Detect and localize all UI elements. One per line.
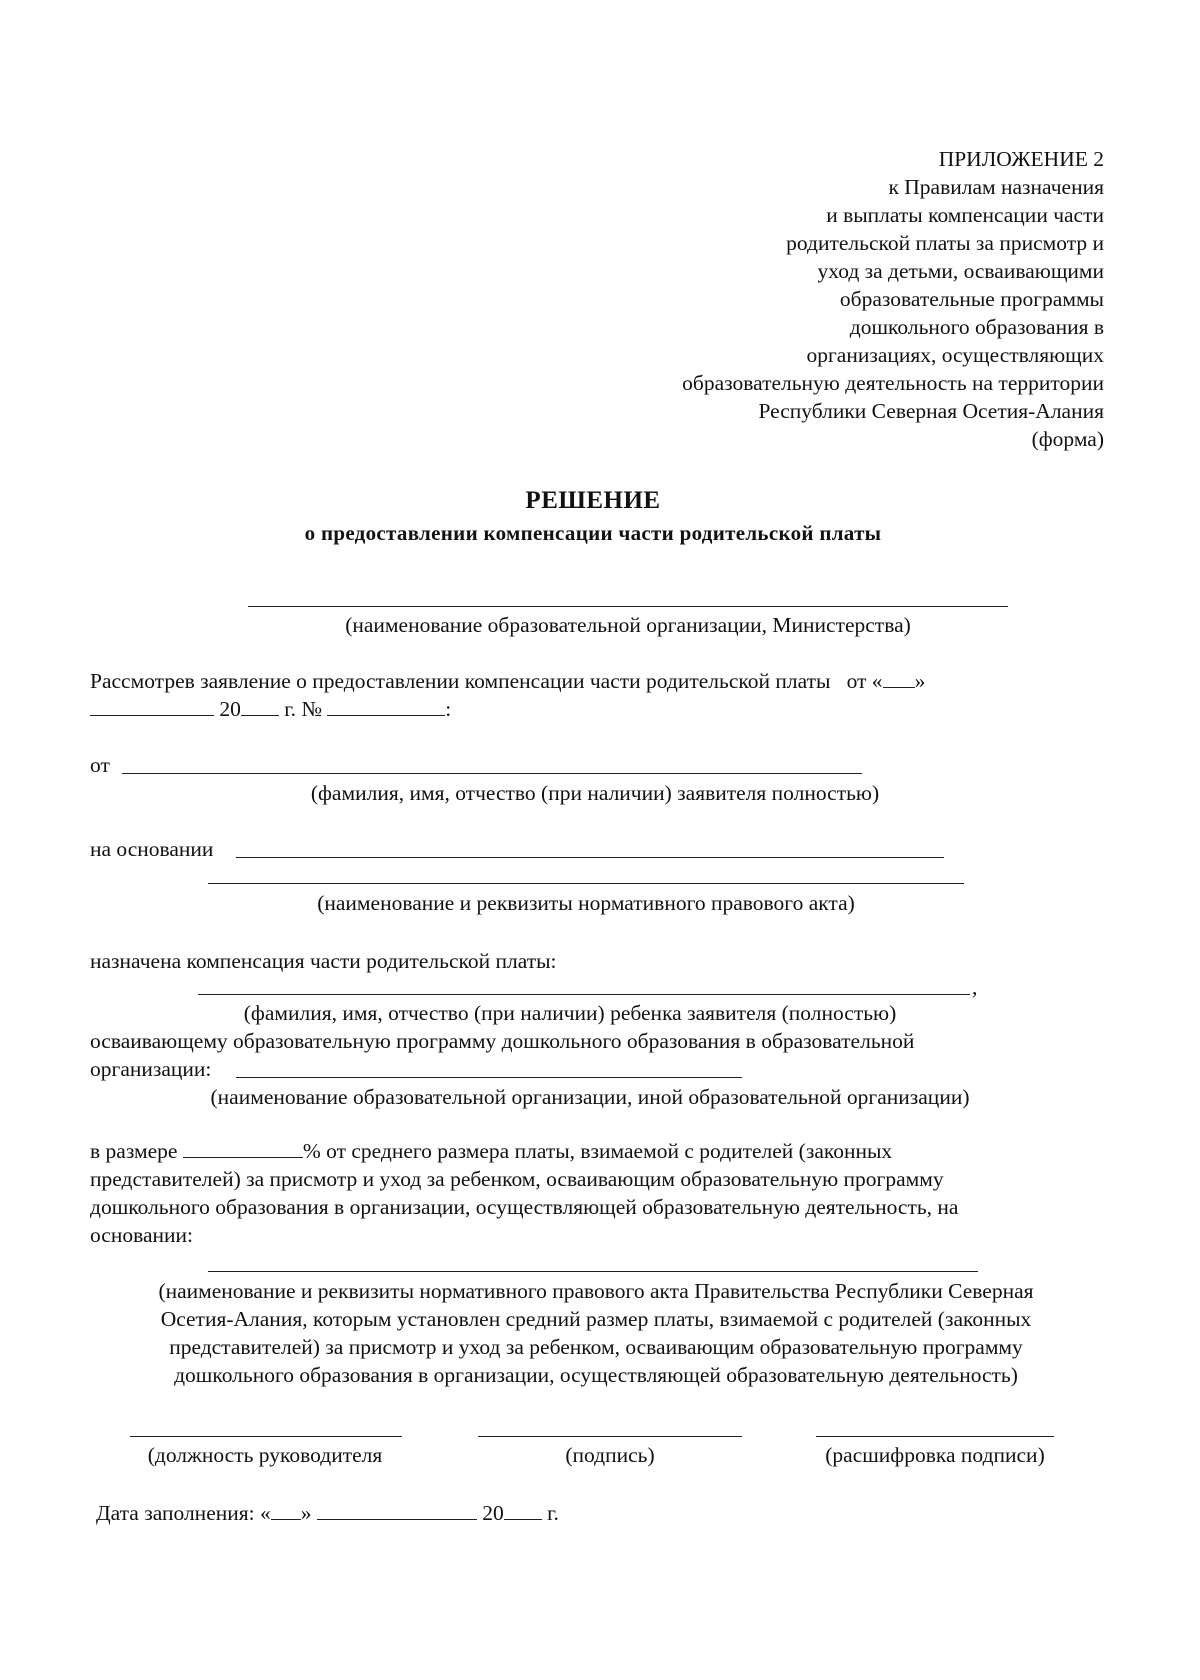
act-caption-line: представителей) за присмотр и уход за ребенком, осваивающим образовательную программу xyxy=(169,1335,1023,1359)
appendix-line: Республики Северная Осетия-Алания xyxy=(758,399,1104,423)
considered-line xyxy=(90,668,925,694)
fill-day-field[interactable] xyxy=(271,1501,301,1520)
position-caption: (должность руководителя xyxy=(147,1443,383,1467)
basis-caption: (наименование и реквизиты нормативного правового акта) xyxy=(317,891,855,915)
education-org-field[interactable] xyxy=(236,1077,742,1078)
child-name-field[interactable] xyxy=(198,994,970,995)
signature-field[interactable] xyxy=(478,1436,742,1437)
from-close: » xyxy=(914,669,926,693)
act-caption-line: Осетия-Алания, которым установлен средний размер платы, взимаемой с родителей (законных xyxy=(160,1307,1032,1331)
decoding-caption: (расшифровка подписи) xyxy=(825,1443,1045,1467)
application-year-field[interactable] xyxy=(241,697,279,716)
application-month-field[interactable] xyxy=(90,697,214,716)
basis-field-2[interactable] xyxy=(208,883,964,884)
amount-line3: дошкольного образования в организации, осуществляющей образовательную деятельность, на xyxy=(90,1195,959,1219)
fill-year-suffix: г. xyxy=(547,1501,559,1525)
act-field[interactable] xyxy=(208,1271,978,1272)
position-field[interactable] xyxy=(130,1436,402,1437)
colon: : xyxy=(445,697,452,721)
amount-line1 xyxy=(90,1138,892,1164)
fill-date-label: Дата заполнения: « xyxy=(96,1501,271,1525)
amount-line1-rest: % от среднего размера платы, взимаемой с родителей (законных xyxy=(302,1139,893,1163)
document-subtitle: о предоставлении компенсации части родительской платы xyxy=(304,521,882,545)
application-day-field[interactable] xyxy=(883,669,915,688)
from-open: от « xyxy=(846,669,883,693)
child-comma: , xyxy=(972,975,978,999)
percent-field[interactable] xyxy=(183,1139,303,1158)
assigned-text: назначена компенсация части родительской платы: xyxy=(90,949,557,973)
child-caption: (фамилия, имя, отчество (при наличии) ребенка заявителя (полностью) xyxy=(243,1001,897,1025)
signature-caption: (подпись) xyxy=(565,1443,655,1467)
applicant-name-field[interactable] xyxy=(122,773,862,774)
appendix-line: уход за детьми, осваивающими xyxy=(817,259,1104,283)
fill-date-line xyxy=(96,1500,559,1526)
document-title: РЕШЕНИЕ xyxy=(525,487,661,514)
year-suffix: г. № xyxy=(284,697,322,721)
assigned-line2: организации: xyxy=(90,1057,212,1081)
act-caption-line: (наименование и реквизиты нормативного правового акта Правительства Республики Северная xyxy=(158,1279,1034,1303)
appendix-line: дошкольного образования в xyxy=(849,315,1104,339)
org-name-field[interactable] xyxy=(248,606,1008,607)
year-prefix: 20 xyxy=(219,697,241,721)
amount-line2: представителей) за присмотр и уход за ребенком, осваивающим образовательную программу xyxy=(90,1167,944,1191)
fill-year-prefix: 20 xyxy=(482,1501,504,1525)
appendix-line: родительской платы за присмотр и xyxy=(786,231,1104,255)
amount-line4: основании: xyxy=(90,1223,193,1247)
basis-field-1[interactable] xyxy=(236,857,944,858)
application-date-line xyxy=(90,696,451,722)
appendix-line: к Правилам назначения xyxy=(888,175,1104,199)
org-name-caption: (наименование образовательной организации, Министерства) xyxy=(345,613,911,637)
fill-month-field[interactable] xyxy=(317,1501,477,1520)
applicant-label: от xyxy=(90,753,110,777)
education-org-caption: (наименование образовательной организации, иной образовательной организации) xyxy=(210,1085,970,1109)
fill-date-close: » xyxy=(300,1501,312,1525)
appendix-line: и выплаты компенсации части xyxy=(826,203,1104,227)
appendix-form-label: (форма) xyxy=(1031,427,1104,451)
decoding-field[interactable] xyxy=(816,1436,1054,1437)
act-caption-line: дошкольного образования в организации, осуществляющей образовательную деятельность) xyxy=(174,1363,1018,1387)
appendix-line: образовательную деятельность на территории xyxy=(682,371,1104,395)
amount-prefix: в размере xyxy=(90,1139,178,1163)
applicant-caption: (фамилия, имя, отчество (при наличии) заявителя полностью) xyxy=(310,781,880,805)
fill-year-field[interactable] xyxy=(504,1501,542,1520)
application-number-field[interactable] xyxy=(327,697,445,716)
basis-label: на основании xyxy=(90,837,214,861)
appendix-line: образовательные программы xyxy=(839,287,1104,311)
appendix-heading: ПРИЛОЖЕНИЕ 2 xyxy=(938,147,1104,171)
appendix-line: организациях, осуществляющих xyxy=(806,343,1104,367)
considered-text: Рассмотрев заявление о предоставлении компенсации части родительской платы xyxy=(90,669,831,693)
assigned-line1: осваивающему образовательную программу дошкольного образования в образовательной xyxy=(90,1029,915,1053)
